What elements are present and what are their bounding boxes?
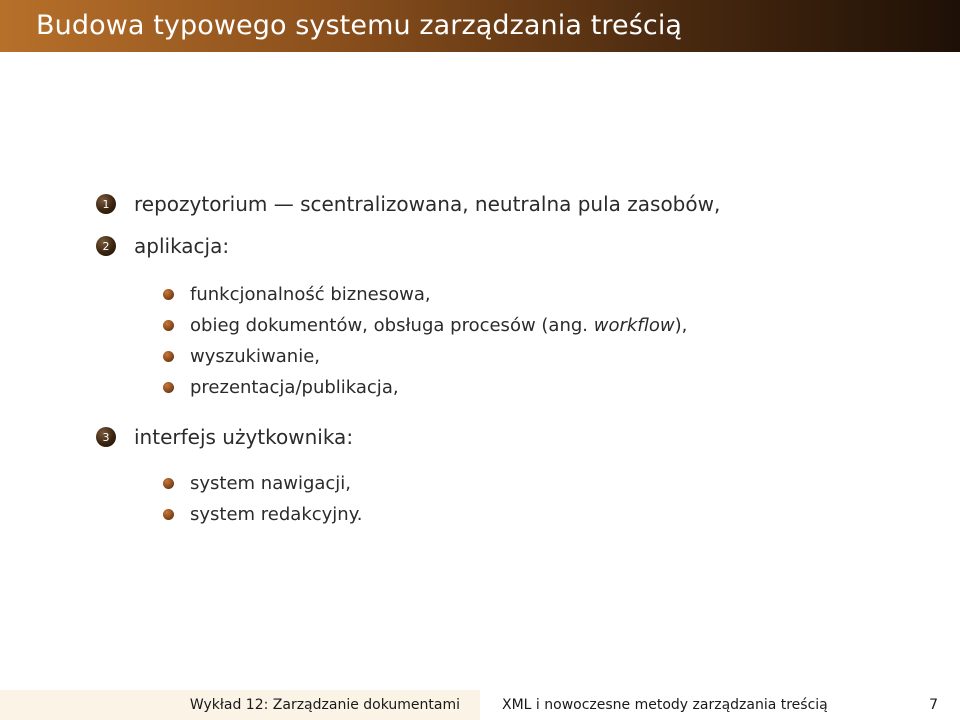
footer-course	[480, 690, 960, 720]
number-ball-2: 2	[96, 236, 116, 256]
subitem-3-1	[163, 470, 351, 496]
footer-lecture	[0, 690, 480, 720]
bullet-icon	[163, 509, 174, 520]
list-item-3	[96, 422, 353, 452]
list-item-1	[96, 189, 720, 219]
subitem-text: prezentacja/publikacja,	[190, 376, 399, 398]
list-item-3-text: interfejs użytkownika:	[134, 425, 354, 449]
subitem-text: wyszukiwanie,	[190, 345, 320, 367]
subitem-text: system redakcyjny.	[190, 503, 363, 525]
subitem-text: system nawigacji,	[190, 472, 352, 494]
subitem-text-part: obieg dokumentów, obsługa procesów (ang.	[190, 314, 594, 336]
number-ball-3: 3	[96, 427, 116, 447]
page-number: 7	[929, 697, 938, 713]
subitem-2-1	[163, 281, 431, 307]
bullet-icon	[163, 382, 174, 393]
list-item-2	[96, 231, 229, 261]
subitem-text-tail: ),	[674, 314, 688, 336]
subitem-text: funkcjonalność biznesowa,	[190, 283, 431, 305]
footer-course-text: XML i nowoczesne metody zarządzania treścią	[502, 697, 828, 713]
subitem-3-2	[163, 501, 363, 527]
bullet-icon	[163, 478, 174, 489]
subitem-2-3	[163, 343, 320, 369]
subitem-2-2	[163, 312, 687, 338]
list-item-1-text: repozytorium — scentralizowana, neutralna pula zasobów,	[134, 192, 721, 216]
bullet-icon	[163, 320, 174, 331]
footer	[0, 690, 960, 720]
number-ball-1: 1	[96, 194, 116, 214]
footer-lecture-text: Wykład 12: Zarządzanie dokumentami	[189, 697, 460, 713]
workflow-term: workflow	[593, 314, 675, 336]
bullet-icon	[163, 289, 174, 300]
subitem-2-4	[163, 374, 399, 400]
list-item-2-text: aplikacja:	[134, 234, 230, 258]
bullet-icon	[163, 351, 174, 362]
slide-title: Budowa typowego systemu zarządzania treścią	[36, 10, 683, 41]
subitem-text-workflow	[190, 315, 687, 336]
